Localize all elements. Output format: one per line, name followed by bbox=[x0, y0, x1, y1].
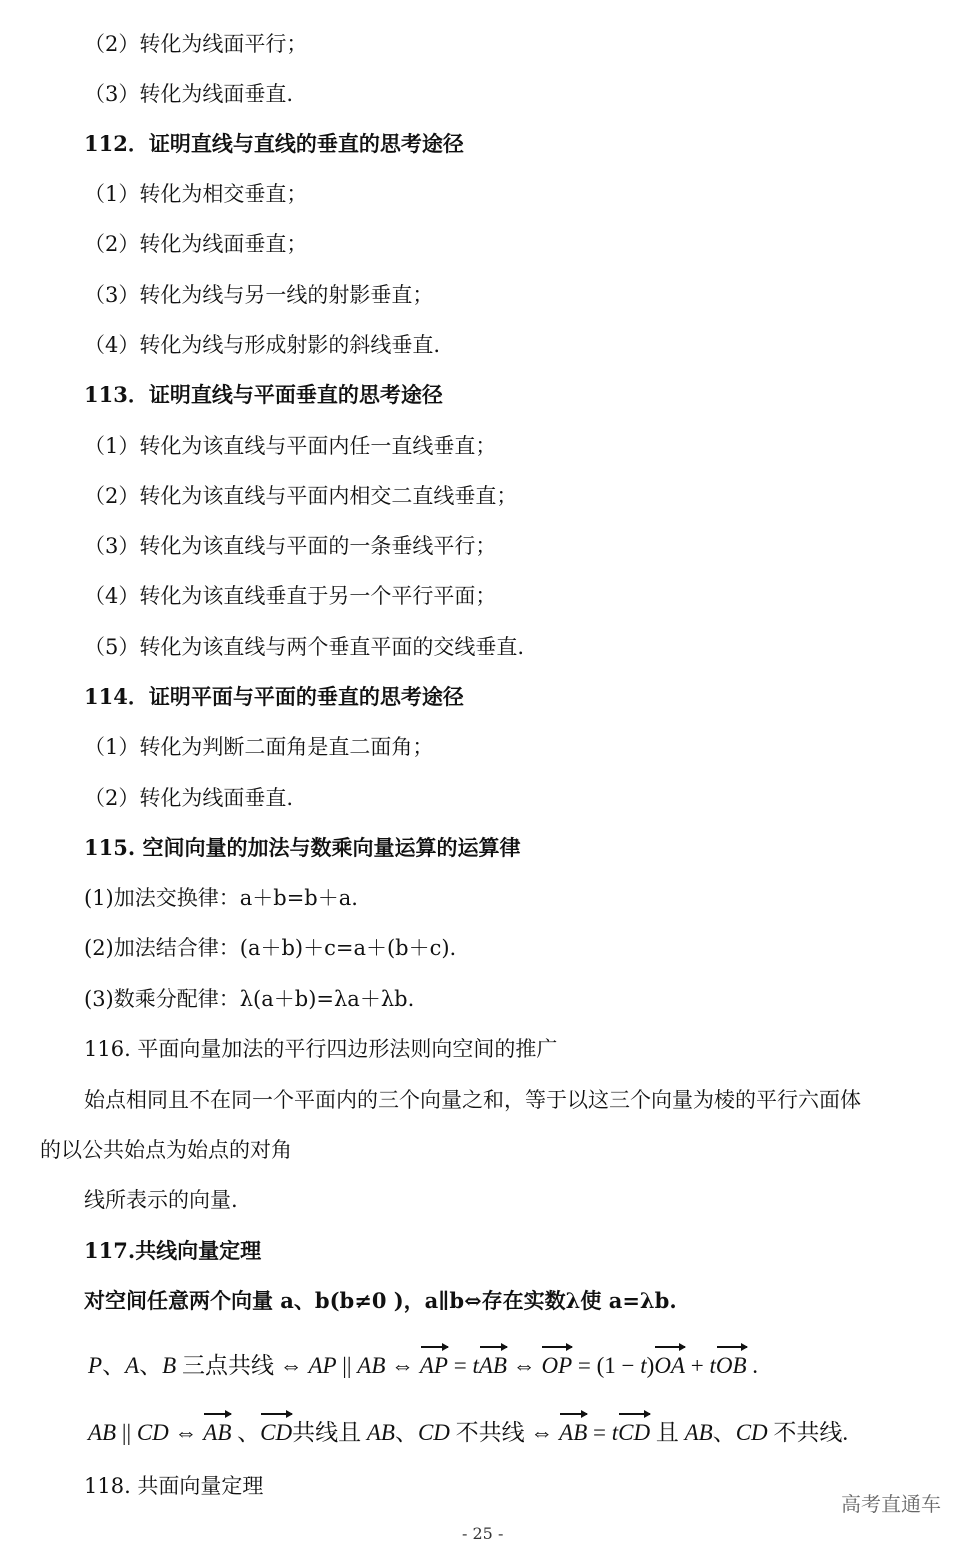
vector-OA: OA bbox=[654, 1343, 685, 1383]
text-line: （5）转化为该直线与两个垂直平面的交线垂直. bbox=[84, 635, 525, 659]
text-line: 始点相同且不在同一个平面内的三个向量之和，等于以这三个向量为棱的平行六面体 bbox=[84, 1088, 861, 1112]
vector-AB: AB bbox=[479, 1343, 507, 1383]
section-heading-112: 112．证明直线与直线的垂直的思考途径 bbox=[84, 131, 464, 156]
vector-OB: OB bbox=[716, 1343, 747, 1383]
vector-CD: CD bbox=[618, 1410, 650, 1450]
text-line: （3）转化为线与另一线的射影垂直； bbox=[84, 283, 434, 307]
watermark: 高考直通车 bbox=[841, 1492, 941, 1516]
text-line: （2）转化为线面垂直. bbox=[84, 786, 294, 810]
section-heading-114: 114．证明平面与平面的垂直的思考途径 bbox=[84, 684, 464, 709]
text-line: （1）转化为该直线与平面内任一直线垂直； bbox=[84, 434, 497, 458]
section-heading-115: 115. 空间向量的加法与数乘向量运算的运算律 bbox=[84, 835, 521, 860]
text-line: (1)加法交换律：a＋b=b＋a. bbox=[84, 886, 358, 910]
section-heading-118: 118. 共面向量定理 bbox=[84, 1474, 264, 1498]
text-line: 的以公共始点为始点的对角 bbox=[40, 1138, 292, 1162]
text-line: 线所表示的向量. bbox=[84, 1188, 238, 1212]
text-line: （3）转化为该直线与平面的一条垂线平行； bbox=[84, 534, 497, 558]
text-line: （1）转化为相交垂直； bbox=[84, 182, 308, 206]
text-line: （4）转化为线与形成射影的斜线垂直. bbox=[84, 333, 441, 357]
text-line: （2）转化为线面垂直； bbox=[84, 232, 308, 256]
section-heading-113: 113．证明直线与平面垂直的思考途径 bbox=[84, 382, 443, 407]
text-line: （4）转化为该直线垂直于另一个平行平面； bbox=[84, 584, 497, 608]
vector-AB: AB bbox=[559, 1410, 587, 1450]
vector-AB: AB bbox=[203, 1410, 231, 1450]
text-line: （3）转化为线面垂直. bbox=[84, 82, 294, 106]
section-heading-117: 117.共线向量定理 bbox=[84, 1238, 262, 1263]
text-line: (2)加法结合律：(a＋b)＋c=a＋(b＋c). bbox=[84, 936, 457, 960]
page-number: - 25 - bbox=[462, 1524, 504, 1543]
vector-OP: OP bbox=[541, 1343, 572, 1383]
formula-parallel-lines: AB || CD ⇔ AB 、CD共线且 AB、CD 不共线 ⇔ AB = tCD 且 AB、CD 不共线. bbox=[88, 1410, 848, 1450]
section-heading-116: 116. 平面向量加法的平行四边形法则向空间的推广 bbox=[84, 1037, 558, 1061]
formula-collinear-points: P、A、B 三点共线 ⇔ AP || AB ⇔ AP = tAB ⇔ OP = (1 − t)OA + tOB . bbox=[88, 1343, 758, 1383]
text-line: （2）转化为线面平行； bbox=[84, 32, 308, 56]
vector-AP: AP bbox=[420, 1343, 448, 1383]
text-line: (3)数乘分配律：λ(a＋b)=λa＋λb. bbox=[84, 987, 415, 1011]
text-line: 对空间任意两个向量 a、b(b≠0 )，a∥b⇔存在实数λ使 a=λb. bbox=[84, 1288, 677, 1313]
text-line: （1）转化为判断二面角是直二面角； bbox=[84, 735, 434, 759]
vector-CD: CD bbox=[260, 1410, 292, 1450]
text-line: （2）转化为该直线与平面内相交二直线垂直； bbox=[84, 484, 518, 508]
